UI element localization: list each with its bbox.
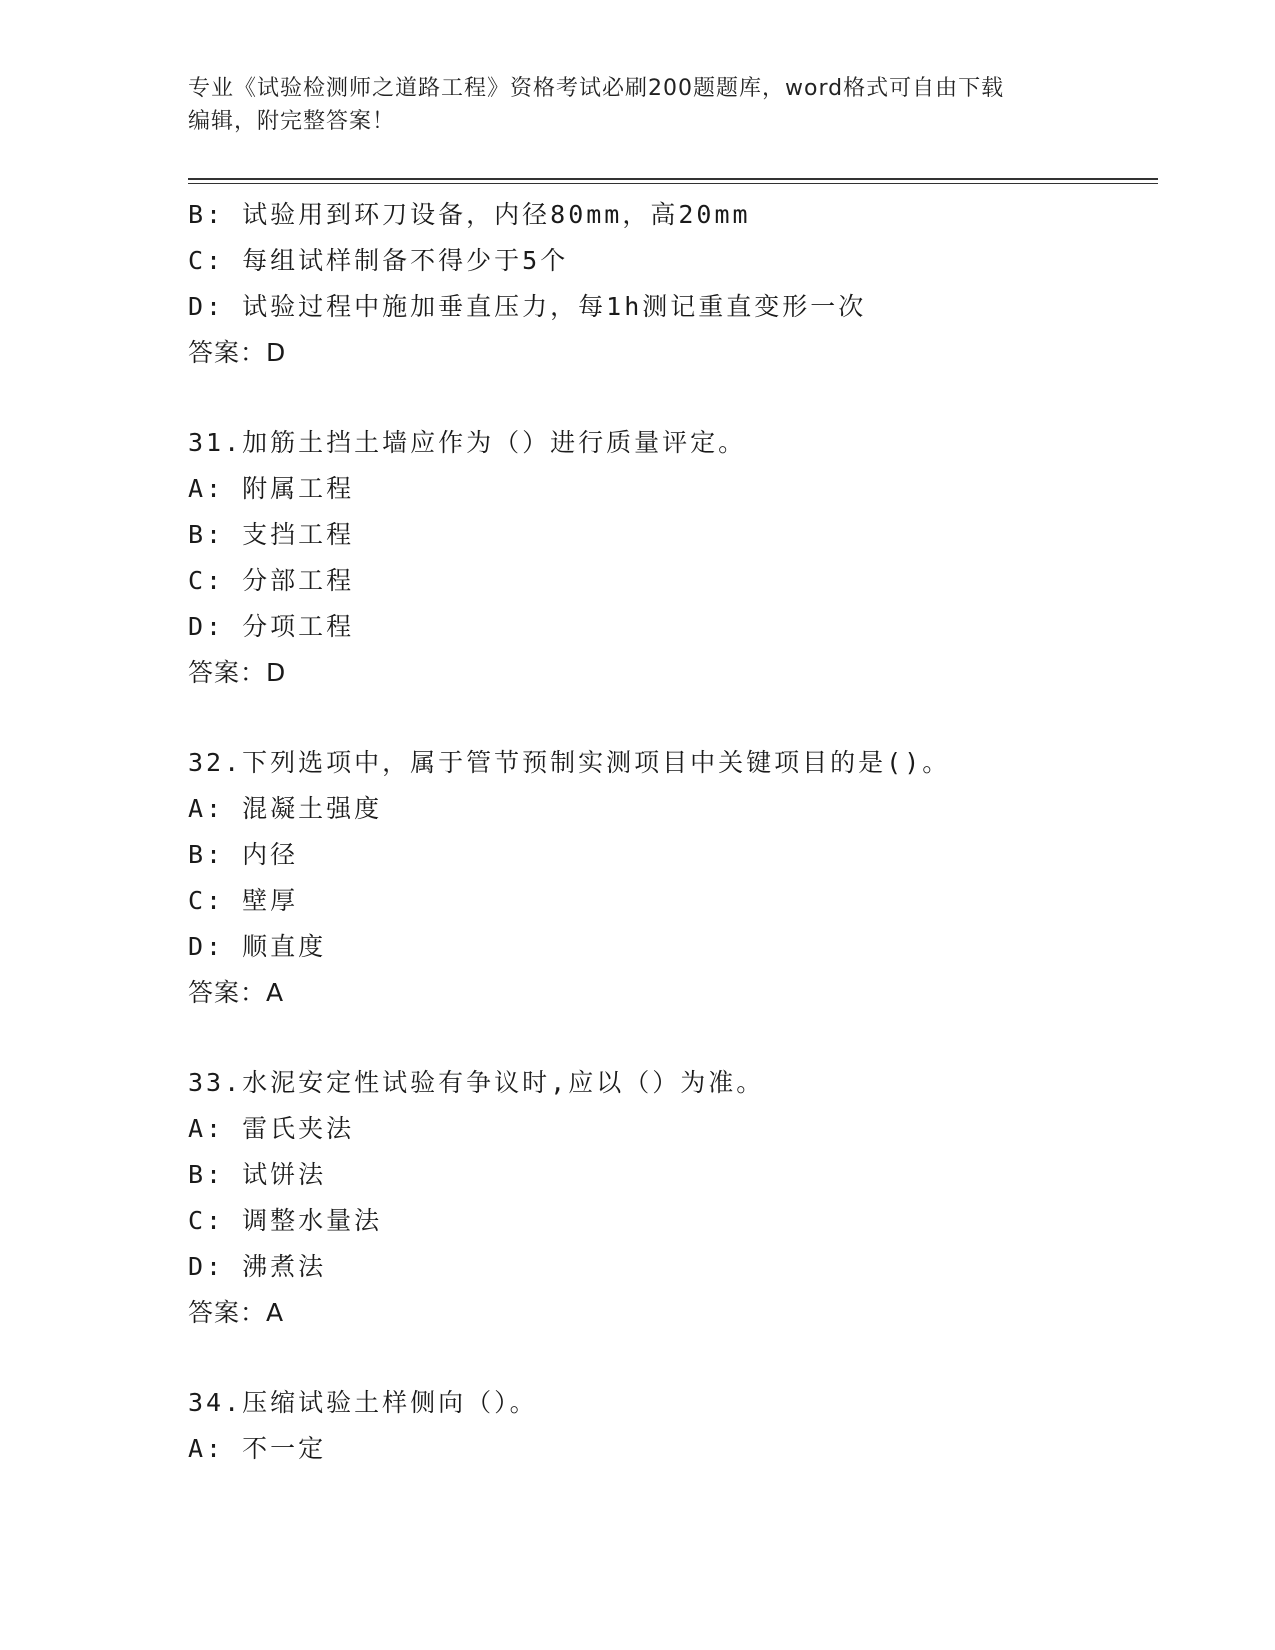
question-block-continued (188, 192, 1148, 376)
option-b: B: 内径 (188, 840, 299, 869)
option-c: C: 壁厚 (188, 886, 299, 915)
header-line-1: 专业《试验检测师之道路工程》资格考试必刷200题题库，word格式可自由下载 (188, 76, 1005, 101)
answer-label: 答案：A (188, 978, 285, 1007)
question-block-31 (188, 420, 1148, 696)
question-block-32 (188, 740, 1148, 1016)
option-a: A: 不一定 (188, 1434, 327, 1463)
option-b: B: 支挡工程 (188, 520, 355, 549)
question-block-34 (188, 1380, 1148, 1472)
header-divider-thin (188, 183, 1158, 184)
header-line-2: 编辑，附完整答案！ (188, 109, 396, 134)
option-b: B: 试饼法 (188, 1160, 327, 1189)
answer-label: 答案：A (188, 1298, 285, 1327)
option-d: D: 沸煮法 (188, 1252, 327, 1281)
option-b: B: 试验用到环刀设备，内径80mm，高20mm (188, 200, 751, 229)
option-d: D: 试验过程中施加垂直压力，每1h测记重直变形一次 (188, 292, 867, 321)
option-d: D: 分项工程 (188, 612, 355, 641)
header-divider-thick (188, 178, 1158, 180)
question-stem: 33.水泥安定性试验有争议时,应以（）为准。 (188, 1068, 765, 1097)
question-stem: 31.加筋土挡土墙应作为（）进行质量评定。 (188, 428, 747, 457)
option-a: A: 混凝土强度 (188, 794, 383, 823)
question-block-33 (188, 1060, 1148, 1336)
option-d: D: 顺直度 (188, 932, 327, 961)
answer-label: 答案：D (188, 338, 287, 367)
option-c: C: 每组试样制备不得少于5个 (188, 246, 569, 275)
answer-label: 答案：D (188, 658, 287, 687)
option-c: C: 分部工程 (188, 566, 355, 595)
option-a: A: 雷氏夹法 (188, 1114, 355, 1143)
question-list (188, 192, 1148, 1472)
question-stem: 34.压缩试验土样侧向（）。 (188, 1388, 538, 1417)
question-stem: 32.下列选项中，属于管节预制实测项目中关键项目的是()。 (188, 748, 951, 777)
option-a: A: 附属工程 (188, 474, 355, 503)
document-header (188, 72, 1088, 138)
option-c: C: 调整水量法 (188, 1206, 383, 1235)
